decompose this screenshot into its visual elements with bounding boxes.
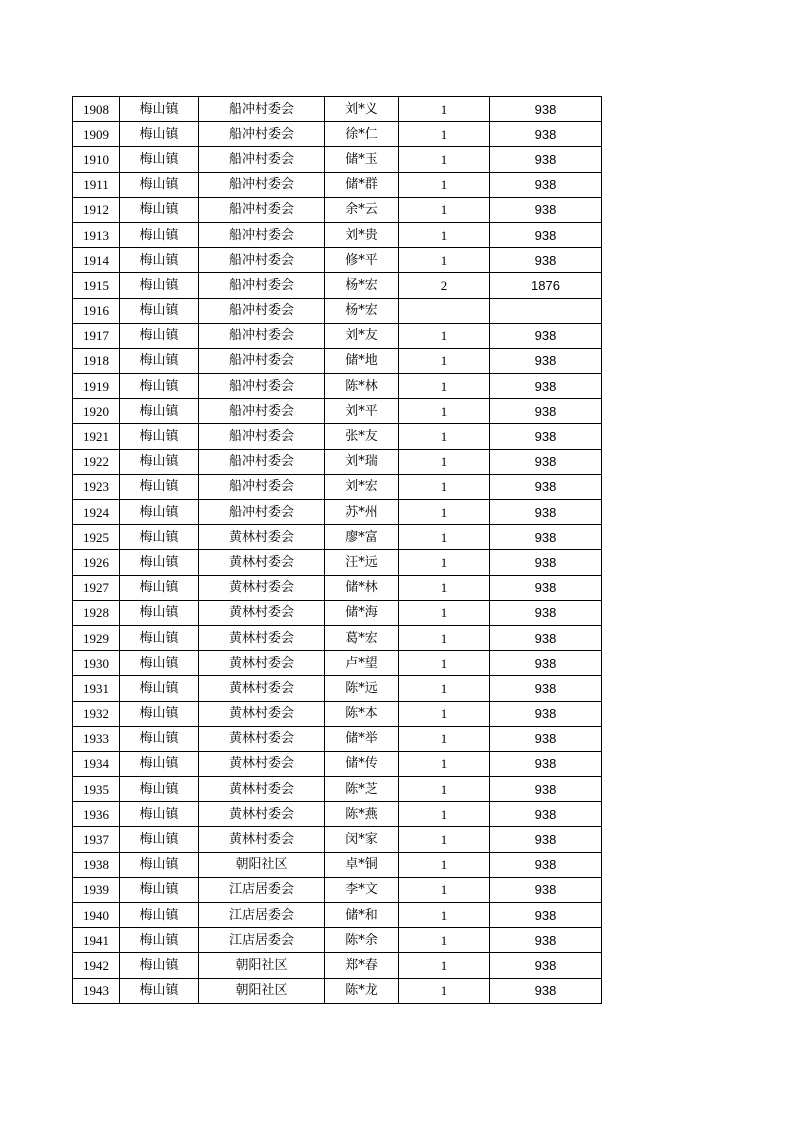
row-number-cell: 1938 [73,852,120,877]
town-cell: 梅山镇 [120,374,199,399]
village-committee-cell: 黄林村委会 [199,726,325,751]
table-row [73,298,602,323]
village-committee-cell: 黄林村委会 [199,802,325,827]
town-cell: 梅山镇 [120,348,199,373]
town-cell: 梅山镇 [120,751,199,776]
town-cell: 梅山镇 [120,726,199,751]
name-cell: 刘*贵 [325,222,399,247]
table-row [73,323,602,348]
table-row [73,802,602,827]
name-cell: 卓*铜 [325,852,399,877]
row-number-cell: 1920 [73,399,120,424]
table-row [73,97,602,122]
table-body [73,97,602,1004]
row-number-cell: 1942 [73,953,120,978]
name-cell: 郑*春 [325,953,399,978]
town-cell: 梅山镇 [120,600,199,625]
count-cell: 1 [399,777,490,802]
table-row [73,474,602,499]
count-cell: 2 [399,273,490,298]
count-cell: 1 [399,802,490,827]
amount-cell: 938 [490,197,602,222]
name-cell: 修*平 [325,248,399,273]
amount-cell: 938 [490,802,602,827]
table-row [73,928,602,953]
count-cell: 1 [399,751,490,776]
row-number-cell: 1917 [73,323,120,348]
name-cell: 汪*远 [325,550,399,575]
count-cell: 1 [399,550,490,575]
name-cell: 卢*望 [325,651,399,676]
count-cell [399,298,490,323]
village-committee-cell: 船冲村委会 [199,348,325,373]
town-cell: 梅山镇 [120,97,199,122]
village-committee-cell: 船冲村委会 [199,474,325,499]
amount-cell: 938 [490,248,602,273]
row-number-cell: 1927 [73,575,120,600]
row-number-cell: 1922 [73,449,120,474]
table-row [73,953,602,978]
row-number-cell: 1923 [73,474,120,499]
village-committee-cell: 黄林村委会 [199,676,325,701]
amount-cell: 938 [490,449,602,474]
name-cell: 陈*芝 [325,777,399,802]
amount-cell: 938 [490,97,602,122]
amount-cell [490,298,602,323]
village-committee-cell: 船冲村委会 [199,97,325,122]
village-committee-cell: 黄林村委会 [199,827,325,852]
row-number-cell: 1921 [73,424,120,449]
name-cell: 陈*燕 [325,802,399,827]
row-number-cell: 1909 [73,122,120,147]
name-cell: 苏*州 [325,500,399,525]
village-committee-cell: 黄林村委会 [199,701,325,726]
town-cell: 梅山镇 [120,676,199,701]
name-cell: 储*群 [325,172,399,197]
name-cell: 杨*宏 [325,273,399,298]
amount-cell: 938 [490,751,602,776]
village-committee-cell: 黄林村委会 [199,550,325,575]
amount-cell: 938 [490,777,602,802]
name-cell: 廖*富 [325,525,399,550]
count-cell: 1 [399,323,490,348]
table-row [73,424,602,449]
count-cell: 1 [399,953,490,978]
amount-cell: 938 [490,222,602,247]
amount-cell: 938 [490,928,602,953]
town-cell: 梅山镇 [120,701,199,726]
count-cell: 1 [399,122,490,147]
amount-cell: 938 [490,903,602,928]
document-page [72,96,602,1004]
count-cell: 1 [399,147,490,172]
table-row [73,449,602,474]
table-row [73,600,602,625]
town-cell: 梅山镇 [120,248,199,273]
table-row [73,550,602,575]
name-cell: 陈*远 [325,676,399,701]
count-cell: 1 [399,374,490,399]
row-number-cell: 1932 [73,701,120,726]
row-number-cell: 1935 [73,777,120,802]
name-cell: 储*海 [325,600,399,625]
village-committee-cell: 船冲村委会 [199,374,325,399]
name-cell: 陈*本 [325,701,399,726]
village-committee-cell: 船冲村委会 [199,248,325,273]
table-row [73,726,602,751]
count-cell: 1 [399,197,490,222]
amount-cell: 938 [490,374,602,399]
amount-cell: 938 [490,348,602,373]
name-cell: 张*友 [325,424,399,449]
row-number-cell: 1926 [73,550,120,575]
town-cell: 梅山镇 [120,449,199,474]
town-cell: 梅山镇 [120,852,199,877]
row-number-cell: 1930 [73,651,120,676]
count-cell: 1 [399,222,490,247]
amount-cell: 938 [490,550,602,575]
village-committee-cell: 船冲村委会 [199,197,325,222]
town-cell: 梅山镇 [120,323,199,348]
table-row [73,852,602,877]
count-cell: 1 [399,877,490,902]
town-cell: 梅山镇 [120,953,199,978]
village-committee-cell: 船冲村委会 [199,122,325,147]
amount-cell: 938 [490,978,602,1003]
table-row [73,903,602,928]
count-cell: 1 [399,97,490,122]
name-cell: 储*举 [325,726,399,751]
amount-cell: 938 [490,399,602,424]
town-cell: 梅山镇 [120,802,199,827]
amount-cell: 938 [490,525,602,550]
count-cell: 1 [399,172,490,197]
row-number-cell: 1914 [73,248,120,273]
village-committee-cell: 江店居委会 [199,903,325,928]
row-number-cell: 1912 [73,197,120,222]
amount-cell: 938 [490,726,602,751]
village-committee-cell: 船冲村委会 [199,399,325,424]
table-row [73,172,602,197]
table-row [73,827,602,852]
name-cell: 储*林 [325,575,399,600]
town-cell: 梅山镇 [120,399,199,424]
amount-cell: 938 [490,500,602,525]
village-committee-cell: 船冲村委会 [199,449,325,474]
amount-cell: 938 [490,600,602,625]
table-row [73,122,602,147]
name-cell: 陈*龙 [325,978,399,1003]
row-number-cell: 1913 [73,222,120,247]
table-row [73,701,602,726]
town-cell: 梅山镇 [120,827,199,852]
count-cell: 1 [399,500,490,525]
name-cell: 徐*仁 [325,122,399,147]
table-row [73,575,602,600]
table-row [73,625,602,650]
village-committee-cell: 船冲村委会 [199,222,325,247]
town-cell: 梅山镇 [120,625,199,650]
table-row [73,399,602,424]
name-cell: 储*和 [325,903,399,928]
town-cell: 梅山镇 [120,474,199,499]
amount-cell: 938 [490,827,602,852]
amount-cell: 938 [490,852,602,877]
amount-cell: 938 [490,323,602,348]
town-cell: 梅山镇 [120,222,199,247]
row-number-cell: 1931 [73,676,120,701]
town-cell: 梅山镇 [120,525,199,550]
table-row [73,147,602,172]
town-cell: 梅山镇 [120,424,199,449]
name-cell: 刘*瑞 [325,449,399,474]
name-cell: 刘*义 [325,97,399,122]
amount-cell: 938 [490,172,602,197]
village-committee-cell: 朝阳社区 [199,852,325,877]
name-cell: 闵*家 [325,827,399,852]
count-cell: 1 [399,978,490,1003]
count-cell: 1 [399,399,490,424]
table-row [73,197,602,222]
table-row [73,273,602,298]
row-number-cell: 1924 [73,500,120,525]
data-table [72,96,602,1004]
amount-cell: 938 [490,474,602,499]
count-cell: 1 [399,928,490,953]
row-number-cell: 1934 [73,751,120,776]
town-cell: 梅山镇 [120,928,199,953]
amount-cell: 938 [490,676,602,701]
count-cell: 1 [399,525,490,550]
town-cell: 梅山镇 [120,500,199,525]
row-number-cell: 1925 [73,525,120,550]
count-cell: 1 [399,424,490,449]
amount-cell: 938 [490,953,602,978]
town-cell: 梅山镇 [120,550,199,575]
name-cell: 储*传 [325,751,399,776]
town-cell: 梅山镇 [120,122,199,147]
row-number-cell: 1937 [73,827,120,852]
amount-cell: 938 [490,701,602,726]
town-cell: 梅山镇 [120,298,199,323]
village-committee-cell: 黄林村委会 [199,651,325,676]
village-committee-cell: 船冲村委会 [199,500,325,525]
village-committee-cell: 黄林村委会 [199,575,325,600]
village-committee-cell: 船冲村委会 [199,273,325,298]
amount-cell: 938 [490,877,602,902]
count-cell: 1 [399,726,490,751]
amount-cell: 938 [490,122,602,147]
count-cell: 1 [399,248,490,273]
town-cell: 梅山镇 [120,172,199,197]
town-cell: 梅山镇 [120,197,199,222]
table-row [73,500,602,525]
town-cell: 梅山镇 [120,575,199,600]
count-cell: 1 [399,903,490,928]
village-committee-cell: 船冲村委会 [199,323,325,348]
amount-cell: 938 [490,575,602,600]
row-number-cell: 1910 [73,147,120,172]
table-row [73,248,602,273]
table-row [73,222,602,247]
village-committee-cell: 江店居委会 [199,928,325,953]
count-cell: 1 [399,625,490,650]
row-number-cell: 1933 [73,726,120,751]
town-cell: 梅山镇 [120,651,199,676]
town-cell: 梅山镇 [120,877,199,902]
row-number-cell: 1911 [73,172,120,197]
name-cell: 刘*友 [325,323,399,348]
village-committee-cell: 船冲村委会 [199,298,325,323]
name-cell: 杨*宏 [325,298,399,323]
amount-cell: 938 [490,651,602,676]
village-committee-cell: 黄林村委会 [199,600,325,625]
table-row [73,877,602,902]
name-cell: 葛*宏 [325,625,399,650]
row-number-cell: 1936 [73,802,120,827]
table-row [73,777,602,802]
row-number-cell: 1943 [73,978,120,1003]
row-number-cell: 1939 [73,877,120,902]
row-number-cell: 1941 [73,928,120,953]
amount-cell: 938 [490,625,602,650]
table-row [73,751,602,776]
table-row [73,374,602,399]
table-row [73,676,602,701]
count-cell: 1 [399,651,490,676]
town-cell: 梅山镇 [120,147,199,172]
row-number-cell: 1915 [73,273,120,298]
row-number-cell: 1919 [73,374,120,399]
town-cell: 梅山镇 [120,903,199,928]
row-number-cell: 1908 [73,97,120,122]
village-committee-cell: 船冲村委会 [199,172,325,197]
count-cell: 1 [399,348,490,373]
town-cell: 梅山镇 [120,978,199,1003]
count-cell: 1 [399,449,490,474]
amount-cell: 938 [490,147,602,172]
row-number-cell: 1916 [73,298,120,323]
name-cell: 陈*林 [325,374,399,399]
table-row [73,525,602,550]
row-number-cell: 1928 [73,600,120,625]
name-cell: 储*地 [325,348,399,373]
count-cell: 1 [399,474,490,499]
count-cell: 1 [399,827,490,852]
count-cell: 1 [399,600,490,625]
name-cell: 储*玉 [325,147,399,172]
name-cell: 刘*宏 [325,474,399,499]
village-committee-cell: 黄林村委会 [199,625,325,650]
village-committee-cell: 黄林村委会 [199,777,325,802]
count-cell: 1 [399,676,490,701]
village-committee-cell: 江店居委会 [199,877,325,902]
table-row [73,348,602,373]
village-committee-cell: 船冲村委会 [199,424,325,449]
row-number-cell: 1929 [73,625,120,650]
name-cell: 刘*平 [325,399,399,424]
village-committee-cell: 朝阳社区 [199,978,325,1003]
amount-cell: 938 [490,424,602,449]
town-cell: 梅山镇 [120,777,199,802]
count-cell: 1 [399,852,490,877]
amount-cell: 1876 [490,273,602,298]
town-cell: 梅山镇 [120,273,199,298]
village-committee-cell: 朝阳社区 [199,953,325,978]
village-committee-cell: 黄林村委会 [199,751,325,776]
table-row [73,978,602,1003]
name-cell: 余*云 [325,197,399,222]
village-committee-cell: 船冲村委会 [199,147,325,172]
count-cell: 1 [399,701,490,726]
count-cell: 1 [399,575,490,600]
name-cell: 李*文 [325,877,399,902]
table-row [73,651,602,676]
row-number-cell: 1918 [73,348,120,373]
name-cell: 陈*余 [325,928,399,953]
row-number-cell: 1940 [73,903,120,928]
village-committee-cell: 黄林村委会 [199,525,325,550]
